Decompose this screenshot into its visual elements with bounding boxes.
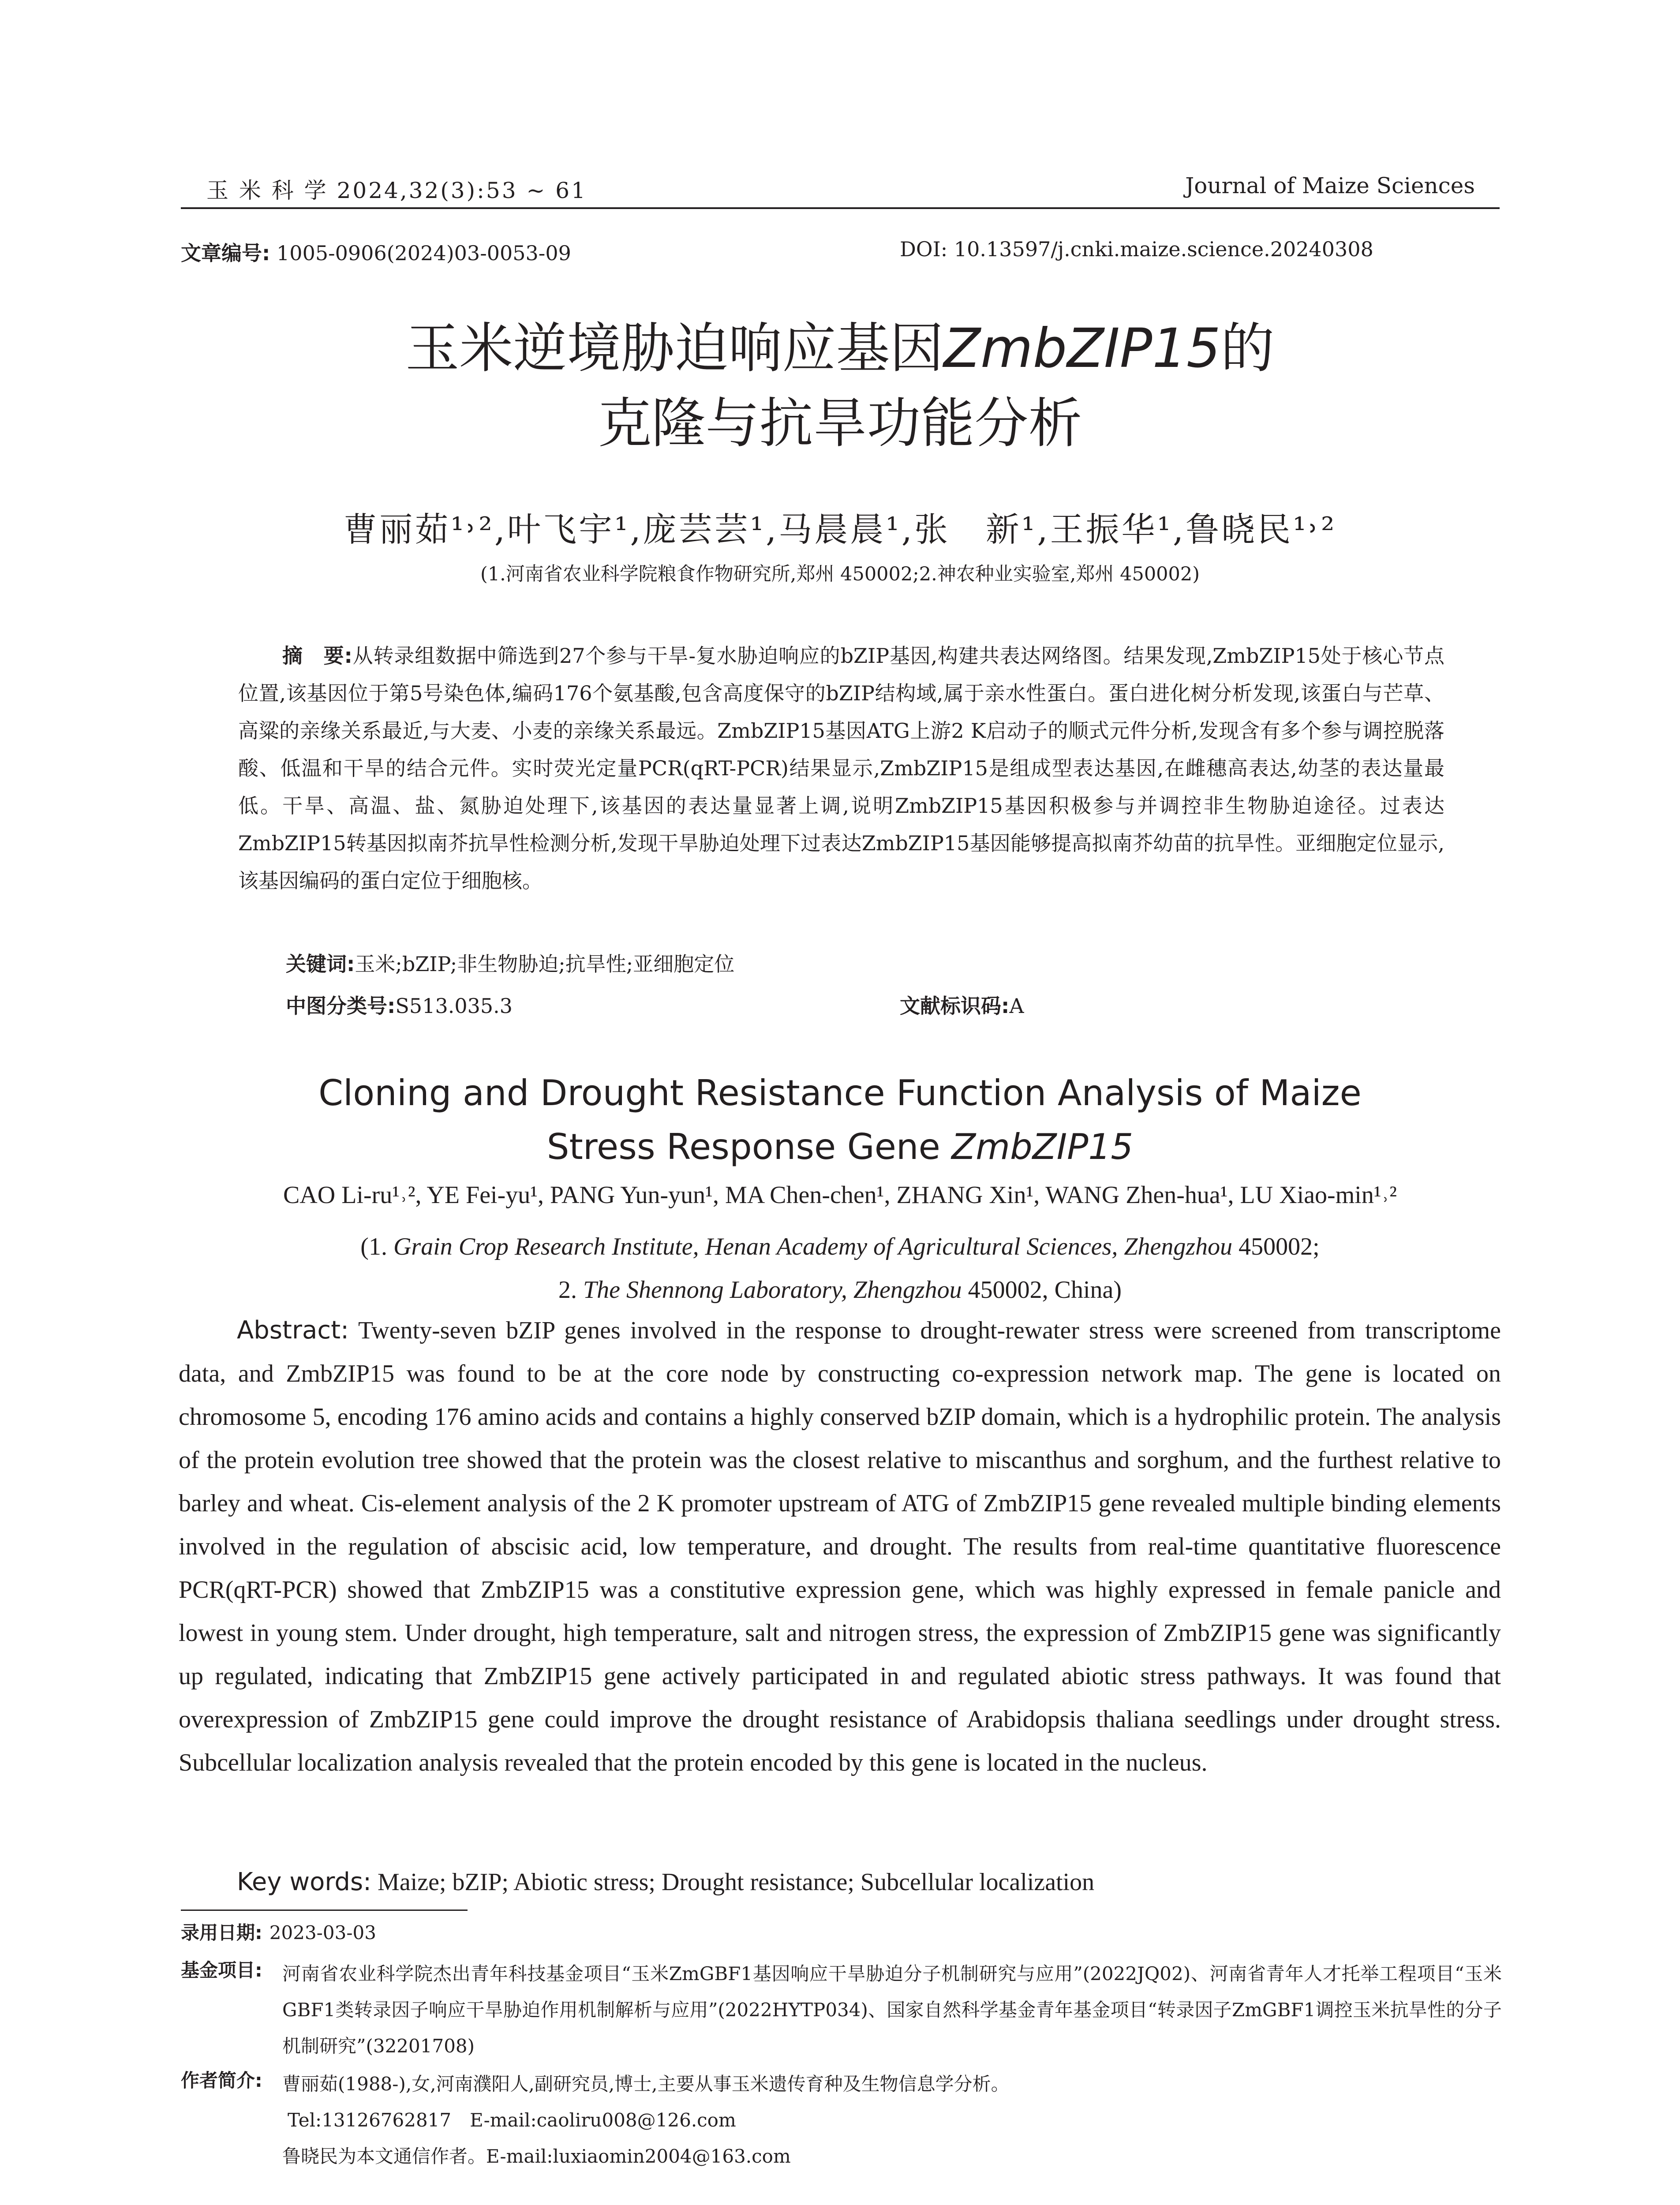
affiliation-en — [0, 1225, 1680, 1312]
document-code-value: A — [1009, 994, 1024, 1018]
abstract-cn — [238, 637, 1444, 900]
article-number-label: 文章编号: — [181, 241, 270, 265]
article-number — [181, 237, 571, 266]
received-date — [181, 1918, 376, 1945]
title-en-line1: Cloning and Drought Resistance Function Analysis of Maize — [318, 1073, 1362, 1114]
document-code-label: 文献标识码: — [900, 994, 1010, 1018]
classification-number — [286, 990, 513, 1019]
keywords-en — [237, 1868, 1094, 1896]
classification-label: 中图分类号: — [286, 994, 396, 1018]
title-cn — [0, 311, 1680, 461]
fund-text: 河南省农业科学院杰出青年科技基金项目“玉米ZmGBF1基因响应干旱胁迫分子机制研究与应用”(2022JQ02)、河南省青年人才托举工程项目“玉米GBF1类转录因子响应干旱胁迫作用机制解析与应用”(2022HYTP034)、国家自然科学基金青年基金项目“转录因子ZmGBF1调控玉米抗旱性的分子机制研究”(32201708) — [282, 1963, 1502, 2057]
running-header-left: 玉 米 科 学 2024,32(3):53 ~ 61 — [206, 178, 587, 203]
author-bio-label: 作者简介: — [181, 2070, 262, 2091]
running-header-right: Journal of Maize Sciences — [1185, 173, 1475, 198]
footnote-rule — [181, 1910, 468, 1911]
document-code — [900, 990, 1024, 1019]
author-bio — [282, 2066, 1010, 2175]
keywords-en-text: Maize; bZIP; Abiotic stress; Drought resistance; Subcellular localization — [378, 1869, 1095, 1896]
abstract-en-label: Abstract: — [237, 1316, 349, 1345]
abstract-cn-text: 从转录组数据中筛选到27个参与干旱-复水胁迫响应的bZIP基因,构建共表达网络图。结果发现,ZmbZIP15处于核心节点位置,该基因位于第5号染色体,编码176个氨基酸,包含高度保守的bZIP结构域,属于亲水性蛋白。蛋白进化树分析发现,该蛋白与芒草、高粱的亲缘关系最近,与大麦、小麦的亲缘关系最远。ZmbZIP15基因ATG上游2 K启动子的顺式元件分析,发现含有多个参与调控脱落酸、低温和干旱的结合元件。实时荧光定量PCR(qRT-PCR)结果显示,ZmbZIP15是组成型表达基因,在雌穗高表达,幼茎的表达量最低。干旱、高温、盐、氮胁迫处理下,该基因的表达量显著上调,说明ZmbZIP15基因积极参与并调控非生物胁迫途径。过表达ZmbZIP15转基因拟南芥抗旱性检测分析,发现干旱胁迫处理下过表达ZmbZIP15基因能够提高拟南芥幼苗的抗旱性。亚细胞定位显示,该基因编码的蛋白定位于细胞核。 — [238, 644, 1444, 893]
authors-cn: 曹丽茹¹˒²,叶飞宇¹,庞芸芸¹,马晨晨¹,张 新¹,王振华¹,鲁晓民¹˒² — [343, 510, 1337, 549]
keywords-cn-label: 关键词: — [286, 952, 355, 976]
affiliation-cn: (1.河南省农业科学院粮食作物研究所,郑州 450002;2.神农种业实验室,郑州 450002) — [480, 563, 1200, 585]
abstract-en-text: Twenty-seven bZIP genes involved in the response to drought-rewater stress were screened from transcriptome data, and ZmbZIP15 was found to be at the core node by constructing co-expression network map. The gene is located on chromosome 5, encoding 176 amino acids and contains a highly conserved bZIP domain, which is a hydrophilic protein. The analysis of the protein evolution tree showed that the protein was the closest relative to miscanthus and sorghum, and the furthest relative to barley and wheat. Cis-element analysis of the 2 K promoter upstream of ATG of ZmbZIP15 gene revealed multiple binding elements involved in the regulation of abscisic acid, low temperature, and drought. The results from real-time quantitative fluorescence PCR(qRT-PCR) showed that ZmbZIP15 was a constitutive expression gene, which was highly expressed in female panicle and lowest in young stem. Under drought, high temperature, salt and nitrogen stress, the expression of ZmbZIP15 gene was significantly up regulated, indicating that ZmbZIP15 gene actively participated in and regulated abiotic stress pathways. It was found that overexpression of ZmbZIP15 gene could improve the drought resistance of Arabidopsis thaliana seedlings under drought stress. Subcellular localization analysis revealed that the protein encoded by this gene is located in the nucleus. — [179, 1317, 1501, 1776]
corresponding-author: 鲁晓民为本文通信作者。E-mail:luxiaomin2004@163.com — [282, 2145, 791, 2167]
doi: DOI: 10.13597/j.cnki.maize.science.20240308 — [900, 237, 1373, 261]
abstract-cn-label: 摘 要: — [282, 644, 352, 668]
header-rule — [181, 207, 1500, 209]
article-number-value: 1005-0906(2024)03-0053-09 — [277, 241, 571, 265]
author-contact: Tel:13126762817 E-mail:caoliru008@126.com — [288, 2109, 736, 2131]
classification-value: S513.035.3 — [395, 994, 513, 1018]
author-bio-line1: 曹丽茹(1988-),女,河南濮阳人,副研究员,博士,主要从事玉米遗传育种及生物信息学分析。 — [282, 2073, 1010, 2095]
keywords-cn-text: 玉米;bZIP;非生物胁迫;抗旱性;亚细胞定位 — [355, 952, 735, 976]
affiliation-en-line1: (1. Grain Crop Research Institute, Henan Academy of Agricultural Sciences, Zhengzhou 450002; — [360, 1233, 1320, 1260]
authors-en: CAO Li-ru¹˒², YE Fei-yu¹, PANG Yun-yun¹, MA Chen-chen¹, ZHANG Xin¹, WANG Zhen-hua¹, LU Xiao-min¹˒² — [283, 1181, 1397, 1209]
keywords-en-label: Key words: — [237, 1868, 372, 1896]
title-cn-line1: 玉米逆境胁迫响应基因ZmbZIP15的 — [405, 317, 1275, 380]
received-date-label: 录用日期: — [181, 1922, 262, 1943]
abstract-en — [179, 1309, 1501, 1784]
title-en-line2: Stress Response Gene ZmbZIP15 — [546, 1126, 1134, 1167]
keywords-cn — [286, 948, 734, 977]
received-date-value: 2023-03-03 — [269, 1922, 376, 1943]
title-cn-line2: 克隆与抗旱功能分析 — [598, 392, 1082, 455]
title-en — [0, 1066, 1680, 1174]
affiliation-en-line2: 2. The Shennong Laboratory, Zhengzhou 450002, China) — [558, 1276, 1122, 1304]
fund-label: 基金项目: — [181, 1959, 262, 1981]
